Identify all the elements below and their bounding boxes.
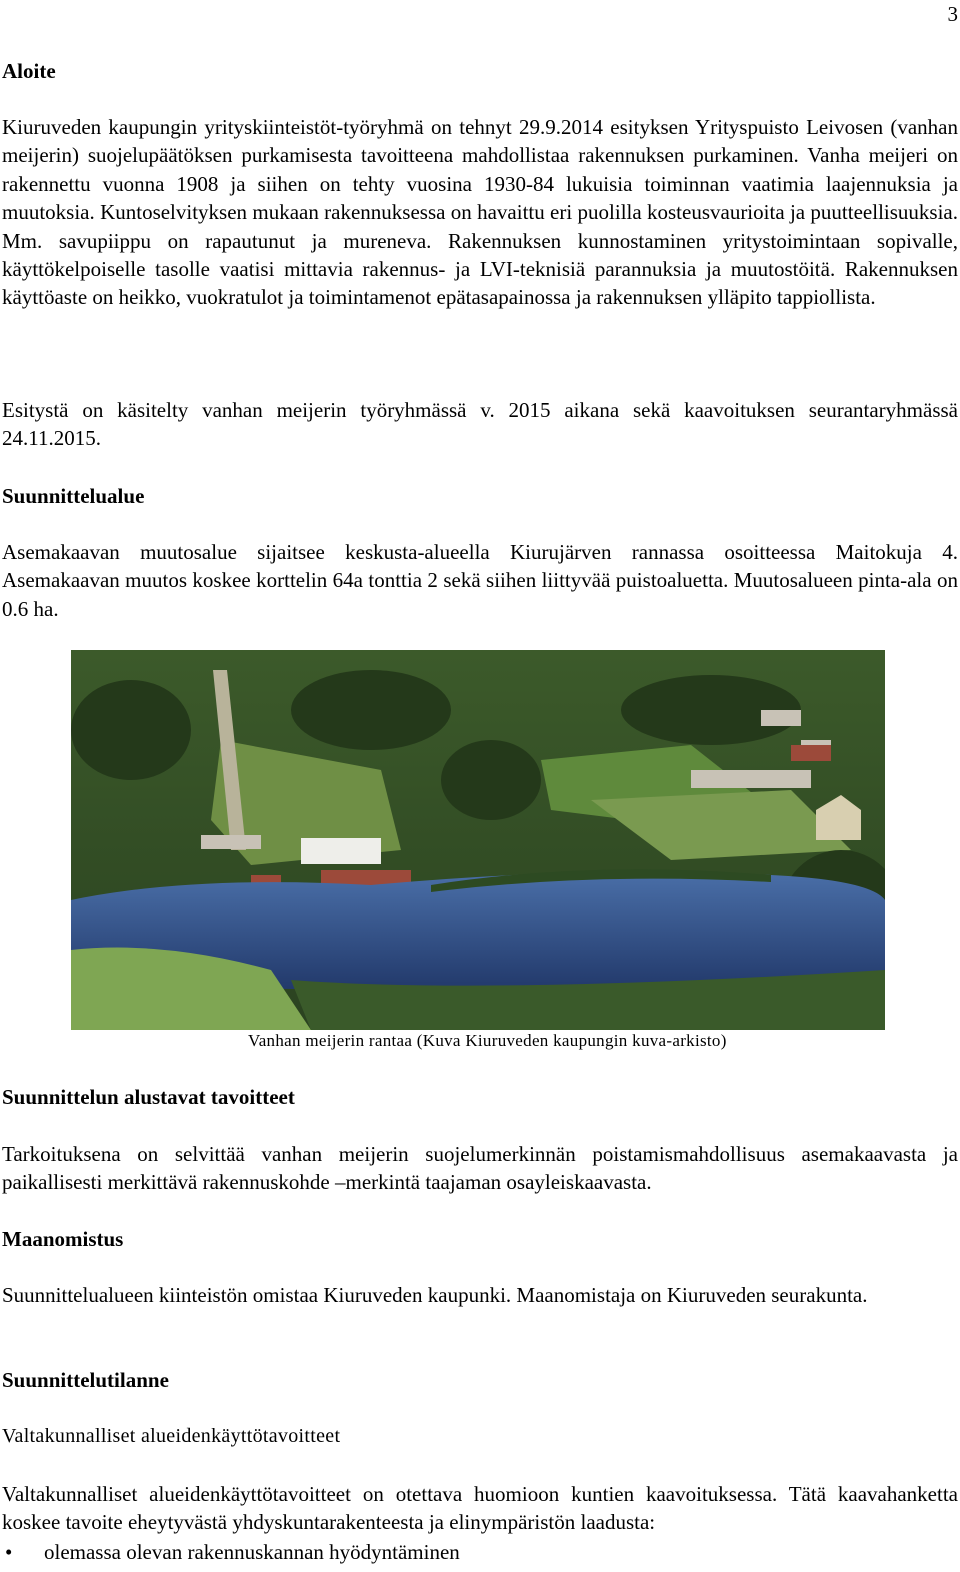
page-number: 3 bbox=[947, 2, 958, 26]
heading-aloite: Aloite bbox=[2, 59, 56, 83]
heading-suunnittelutilanne: Suunnittelutilanne bbox=[2, 1368, 169, 1392]
list-item-text: olemassa olevan rakennuskannan hyödyntäminen bbox=[44, 1540, 460, 1564]
paragraph-maanomistus: Suunnittelualueen kiinteistön omistaa Kiuruveden kaupunki. Maanomistaja on Kiuruveden seurakunta. bbox=[2, 1283, 868, 1307]
subheading-alueidenkayttotavoitteet: Valtakunnalliset alueidenkäyttötavoitteet bbox=[2, 1425, 341, 1447]
bullet-icon: • bbox=[5, 1540, 13, 1564]
list-item bbox=[2, 1538, 460, 1566]
bullet-list bbox=[2, 1538, 460, 1566]
heading-tavoitteet: Suunnittelun alustavat tavoitteet bbox=[2, 1085, 295, 1109]
paragraph-aloite-2: Esitystä on käsitelty vanhan meijerin työryhmässä v. 2015 aikana sekä kaavoituksen seurantaryhmässä 24.11.2015. bbox=[2, 398, 958, 451]
paragraph-suunnittelualue: Asemakaavan muutosalue sijaitsee keskusta-alueella Kiurujärven rannassa osoitteessa Maitokuja 4. Asemakaavan muutos koskee korttelin 64a tonttia 2 sekä siihen liittyvää puistoaluetta. Muutosalueen pinta-ala on 0.6 ha. bbox=[2, 540, 958, 621]
paragraph-suunnittelutilanne: Valtakunnalliset alueidenkäyttötavoitteet on otettava huomioon kuntien kaavoituksessa. Tätä kaavahanketta koskee tavoite eheytyvästä yhdyskuntarakenteesta ja elinympäristön laadusta: bbox=[2, 1482, 958, 1535]
photo-caption: Vanhan meijerin rantaa (Kuva Kiuruveden kaupungin kuva-arkisto) bbox=[248, 1031, 727, 1050]
paragraph-tavoitteet: Tarkoituksena on selvittää vanhan meijerin suojelumerkinnän poistamismahdollisuus asemakaavasta ja paikallisesti merkittävä rakennuskohde –merkintä taajaman osayleiskaavasta. bbox=[2, 1142, 958, 1195]
heading-maanomistus: Maanomistus bbox=[2, 1227, 124, 1251]
heading-suunnittelualue: Suunnittelualue bbox=[2, 484, 145, 508]
aerial-photo bbox=[71, 650, 885, 1030]
paragraph-aloite-1: Kiuruveden kaupungin yrityskiinteistöt-työryhmä on tehnyt 29.9.2014 esityksen Yrityspuisto Leivosen (vanhan meijerin) suojelupäätöksen purkamisesta tavoitteena mahdollistaa rakennuksen purkaminen. Vanha meijeri on rakennettu vuonna 1908 ja siihen on tehty vuosina 1930-84 lukuisia toiminnan vaatimia laajennuksia ja muutoksia. Kuntoselvityksen mukaan rakennuksessa on havaittu eri puolilla kosteusvaurioita ja puutteellisuuksia. Mm. savupiippu on rapautunut ja mureneva. Rakennuksen kunnostaminen yritystoimintaan sopivalle, käyttökelpoiselle tasolle vaatisi mittavia rakennus- ja LVI-teknisiä parannuksia ja muutostöitä. Rakennuksen käyttöaste on heikko, vuokratulot ja toimintamenot epätasapainossa ja rakennuksen ylläpito tappiollista. bbox=[2, 115, 958, 310]
